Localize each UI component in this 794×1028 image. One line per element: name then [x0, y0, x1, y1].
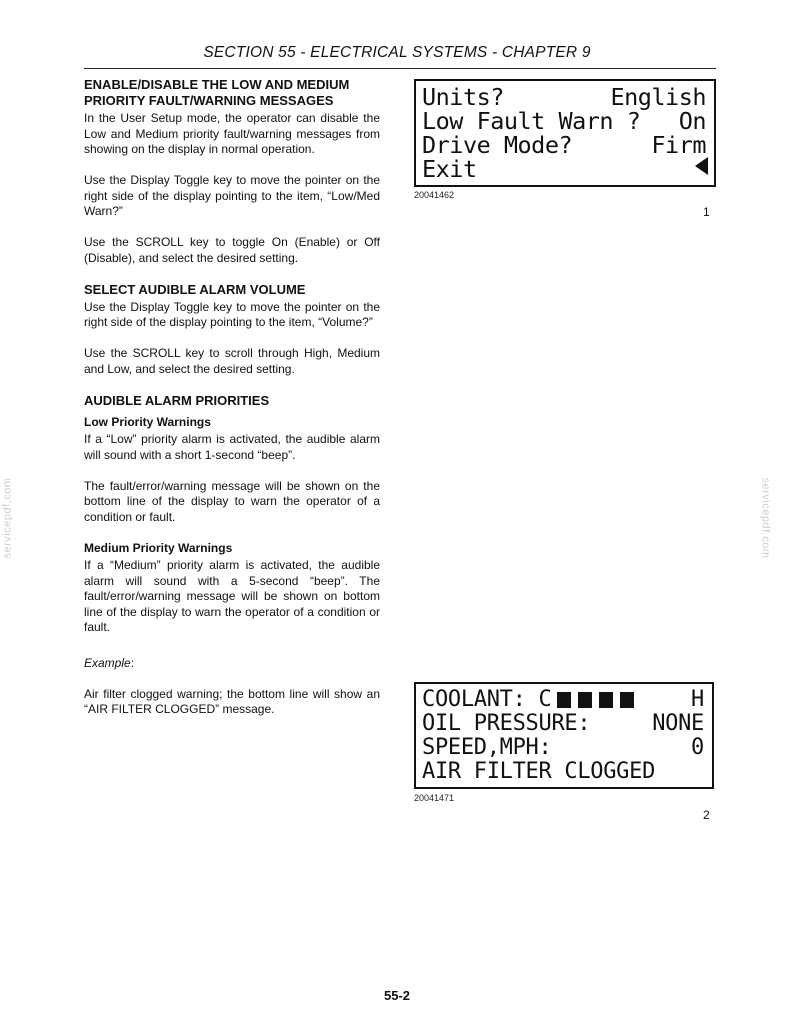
lcd-text: Exit [422, 155, 477, 183]
lcd-line [422, 157, 706, 181]
lcd-text: Units? [422, 83, 504, 111]
figure-1-caption: 20041462 [414, 190, 455, 200]
paragraph: In the User Setup mode, the operator can disable the Low and Medium priority fault/warning messages from showing on the display in normal operation. [84, 111, 380, 156]
paragraph: Use the SCROLL key to scroll through High, Medium and Low, and select the desired setting. [84, 346, 380, 376]
lcd-line [422, 736, 704, 760]
lcd-text: Firm [651, 131, 706, 159]
lcd-text: AIR FILTER CLOGGED [422, 759, 656, 784]
example-label: Example [84, 655, 131, 670]
watermark-left: servicepdf.com [1, 477, 14, 559]
coolant-bar [599, 692, 613, 708]
lcd-line [422, 688, 704, 712]
subheading-medium-priority: Medium Priority Warnings [84, 540, 233, 555]
pointer-left-icon [695, 157, 708, 175]
heading-enable-disable [84, 77, 380, 109]
paragraph: Use the Display Toggle key to move the pointer on the right side of the display pointing to the item, “Low/Med Warn?” [84, 173, 380, 218]
lcd-text: Drive Mode? [422, 131, 573, 159]
paragraph: Use the Display Toggle key to move the pointer on the right side of the display pointing to the item, “Volume?” [84, 299, 380, 329]
coolant-bar [578, 692, 592, 708]
coolant-bar [620, 692, 634, 708]
heading-alarm-priorities: AUDIBLE ALARM PRIORITIES [84, 392, 270, 408]
heading-enable-disable-line1: ENABLE/DISABLE THE LOW AND MEDIUM [84, 77, 350, 92]
header-divider [84, 68, 716, 69]
lcd-text: 0 [691, 735, 704, 760]
coolant-gauge [422, 688, 634, 712]
paragraph: If a “Low” priority alarm is activated, the audible alarm will sound with a short 1-second “beep”. [84, 432, 380, 462]
lcd-text: NONE [652, 711, 704, 736]
page-number: 55-2 [383, 988, 411, 1003]
lcd-text: COOLANT: C [422, 687, 552, 712]
figure-2-number: 2 [703, 808, 710, 822]
section-header: SECTION 55 - ELECTRICAL SYSTEMS - CHAPTER 9 [203, 44, 591, 61]
figure-2-caption: 20041471 [414, 793, 455, 803]
lcd-display-figure-1 [414, 79, 716, 187]
lcd-display-figure-2 [414, 682, 714, 789]
body-text-column [84, 77, 380, 733]
example-colon: : [130, 655, 135, 670]
heading-alarm-volume: SELECT AUDIBLE ALARM VOLUME [84, 281, 306, 297]
lcd-text: On [678, 107, 706, 135]
coolant-bar [557, 692, 571, 708]
subheading-low-priority: Low Priority Warnings [84, 414, 211, 429]
paragraph: Use the SCROLL key to toggle On (Enable) or Off (Disable), and select the desired setting. [84, 235, 380, 265]
lcd-line [422, 109, 706, 133]
lcd-text: English [610, 83, 706, 111]
figure-1-number: 1 [703, 205, 710, 219]
heading-enable-disable-line2: PRIORITY FAULT/WARNING MESSAGES [84, 93, 334, 108]
lcd-text: SPEED,MPH: [422, 735, 552, 760]
lcd-line [422, 760, 704, 784]
paragraph: The fault/error/warning message will be shown on the bottom line of the display to warn the operator of a condition or fault. [84, 478, 380, 524]
coolant-level-bars [557, 692, 634, 708]
example-label-line [84, 656, 380, 672]
lcd-text: Low Fault Warn ? [422, 107, 641, 135]
paragraph: Air filter clogged warning; the bottom line will show an “AIR FILTER CLOGGED” message. [84, 686, 380, 716]
lcd-line [422, 133, 706, 157]
lcd-text: H [691, 687, 704, 712]
watermark-right: servicepdf.com [759, 477, 772, 559]
lcd-text: OIL PRESSURE: [422, 711, 591, 736]
lcd-line [422, 85, 706, 109]
paragraph: If a “Medium” priority alarm is activated, the audible alarm will sound with a 5-second “beep”. The fault/error/warning message will be shown on bottom line of the display to warn the operator of a condition or fault. [84, 558, 380, 634]
lcd-line [422, 712, 704, 736]
